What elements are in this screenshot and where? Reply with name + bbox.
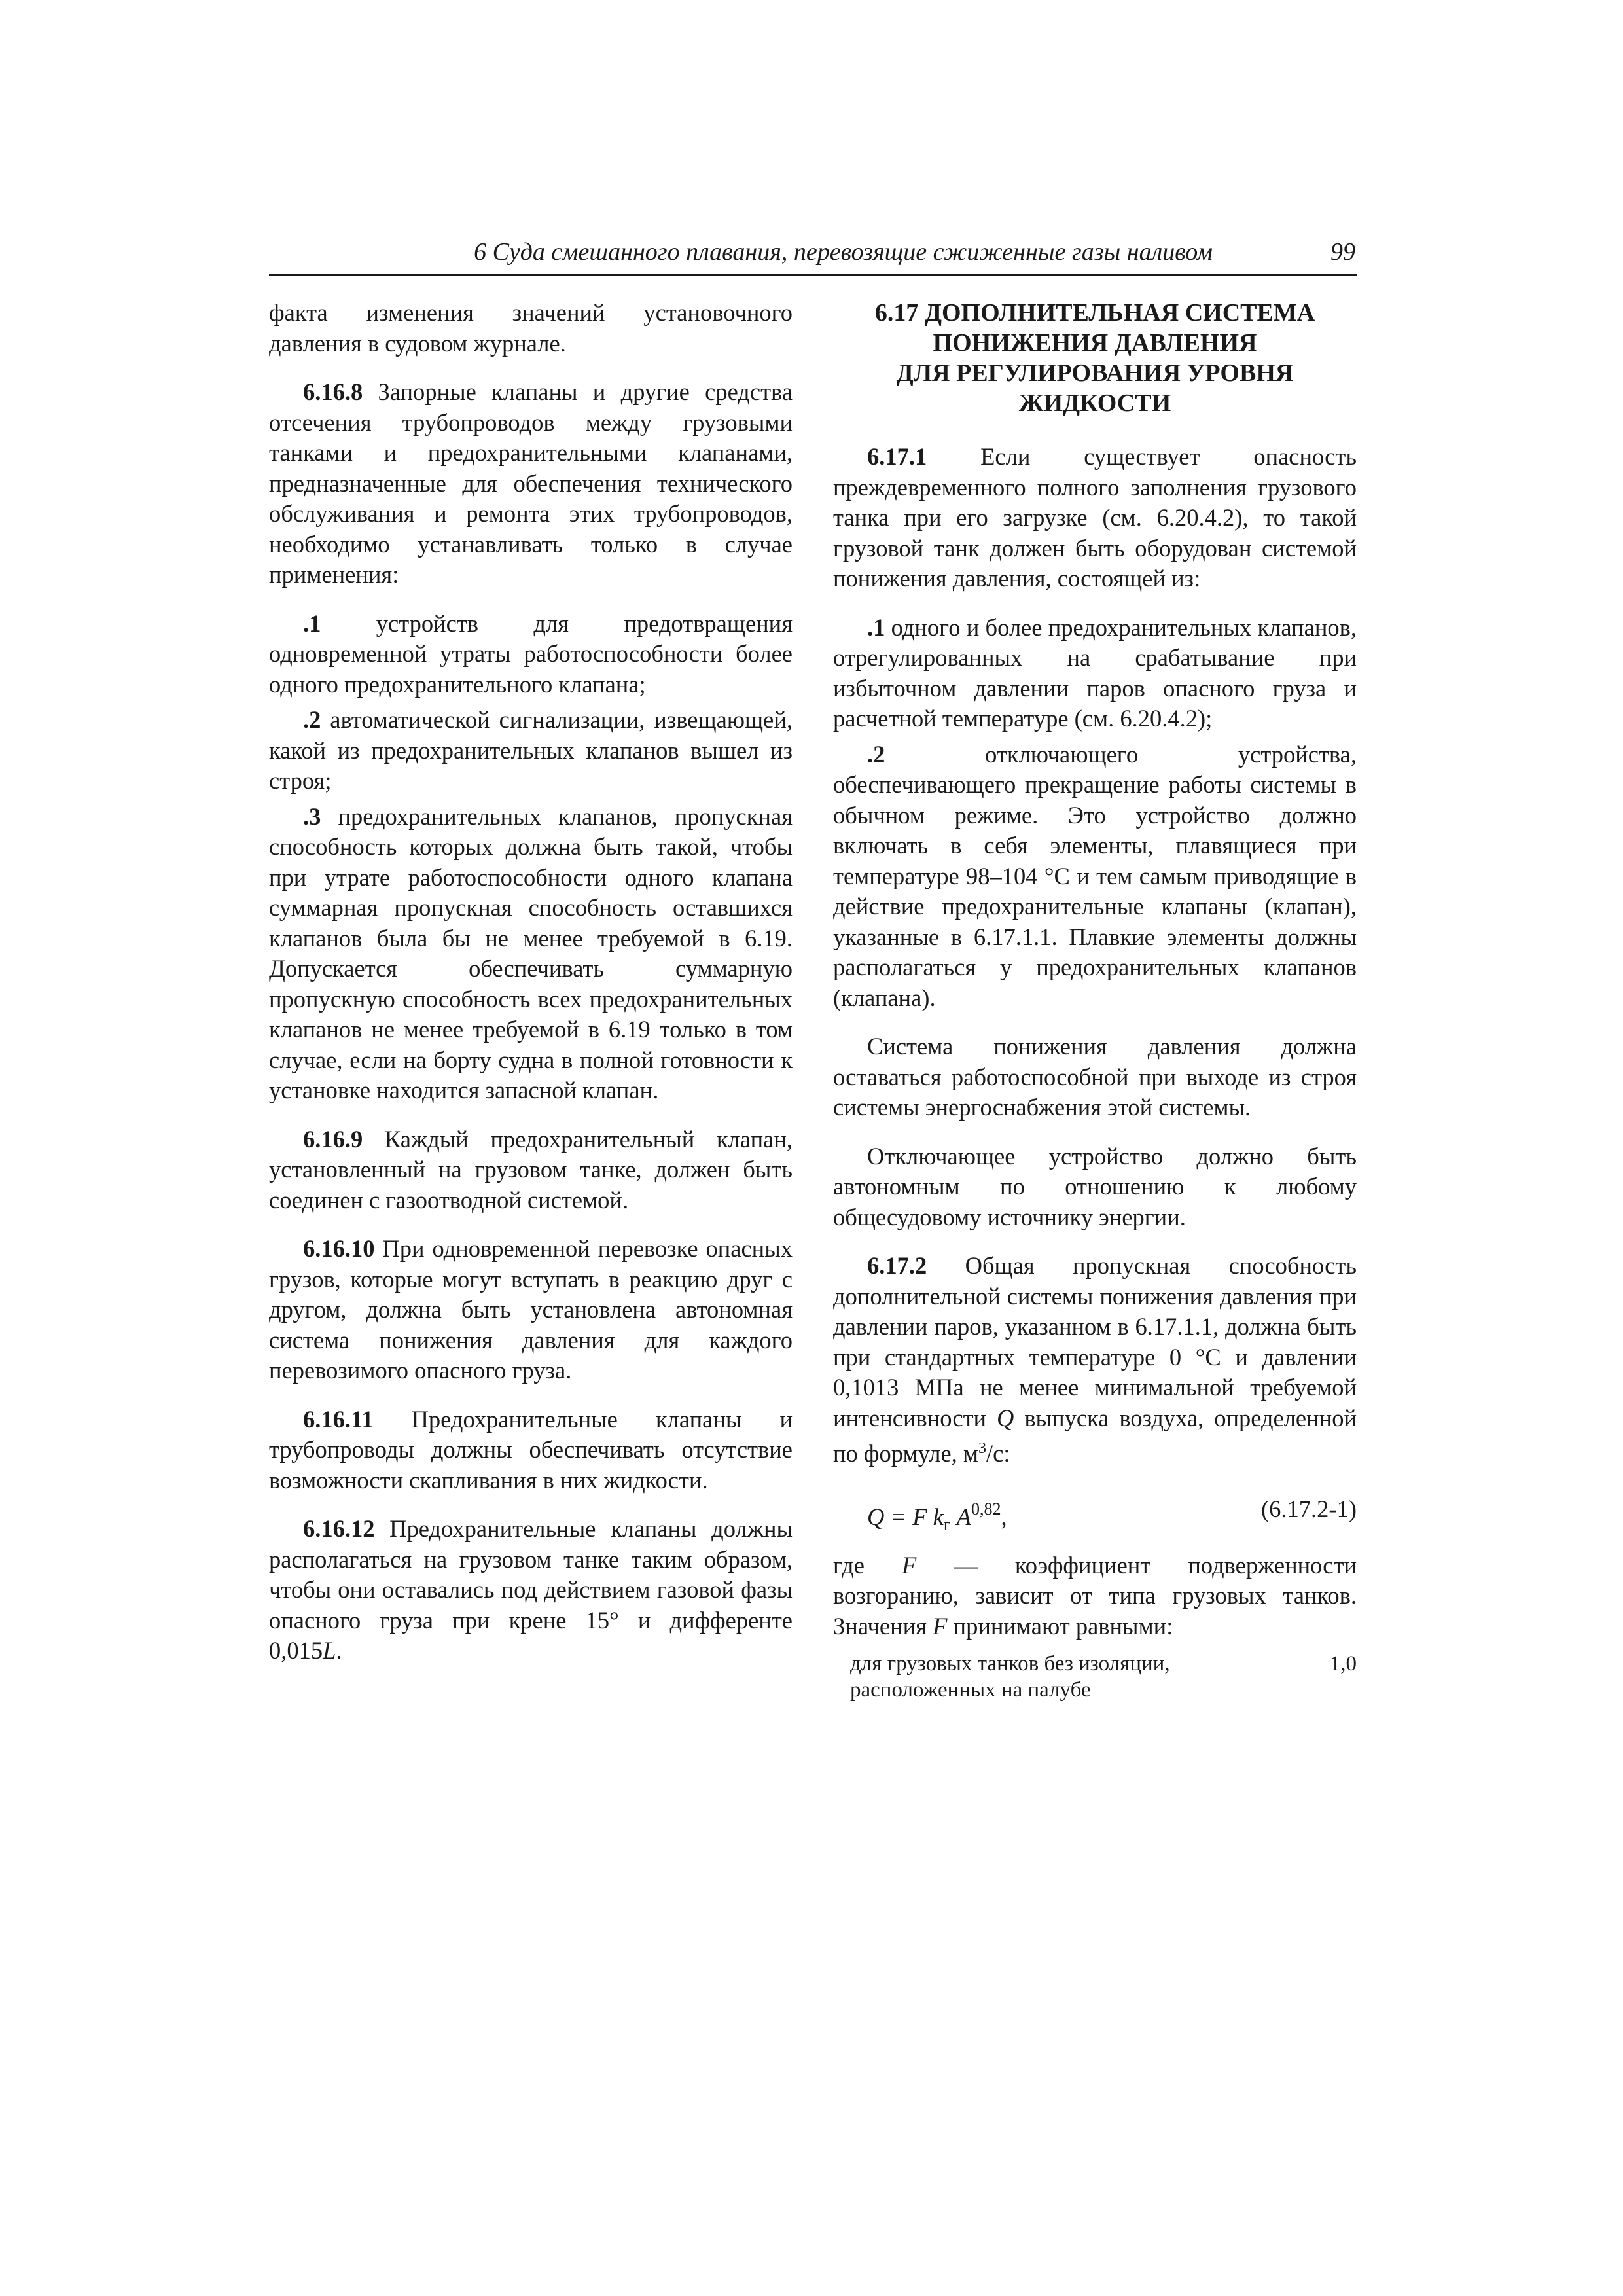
list-item-3: .3 предохранительных клапанов, пропускная способность которых должна быть такой, чтобы при утрате работоспособности одного клапана суммарная пропускная способность оставшихся клапанов была бы не менее требуемой в 6.19. Допускается обеспечивать суммарную пропускную способность всех предохранительных клапанов не менее требуемой в 6.19 только в том случае, если на борту судна в полной готовности к установке находится запасной клапан. [269, 802, 793, 1103]
formula-6-17-2-1 [833, 1488, 1357, 1534]
list-item-1: .1 устройств для предотвращения одновременной утраты работоспособности более одного предохранительного клапана; [269, 609, 793, 698]
paragraph-6-17-1: 6.17.1 Если существует опасность преждевременного полного заполнения грузового танка при его загрузке (см. 6.20.4.2), то такой грузовой танк должен быть оборудован системой понижения давления, состоящей из: [833, 443, 1357, 592]
paragraph-6-16-9: 6.16.9 Каждый предохранительный клапан, установленный на грузовом танке, должен быть соединен с газоотводной системой. [269, 1125, 793, 1213]
list-item-2: .2 автоматической сигнализации, извещающей, какой из предохранительных клапанов вышел из строя; [269, 706, 793, 794]
list-item-1: .1 одного и более предохранительных клапанов, отрегулированных на срабатывание при избыточном давлении паров опасного груза и расчетной температуре (см. 6.20.4.2); [833, 613, 1357, 732]
paragraph: Система понижения давления должна оставаться работоспособной при выходе из строя системы энергоснабжения этой системы. [833, 1033, 1357, 1121]
running-header-title: 6 Суда смешанного плавания, перевозящие сжиженные газы наливом [474, 238, 1213, 266]
page-number: 99 [1330, 238, 1355, 266]
section-heading: 6.17 ДОПОЛНИТЕЛЬНАЯ СИСТЕМА ПОНИЖЕНИЯ ДАВЛЕНИЯ ДЛЯ РЕГУЛИРОВАНИЯ УРОВНЯ ЖИДКОСТИ [874, 299, 1315, 417]
paragraph-6-17-2: 6.17.2 Общая пропускная способность дополнительной системы понижения давления при давлении паров, указанном в 6.17.1.1, должна быть при стандартных температуре 0 °С и давлении 0,1013 МПа не менее минимальной требуемой интенсивности Q выпуска воздуха, определенной по формуле, $м^3/с$: [833, 1252, 1357, 1467]
paragraph-6-16-11: 6.16.11 Предохранительные клапаны и трубопроводы должны обеспечивать отсутствие возможности скапливания в них жидкости. [269, 1405, 793, 1494]
list-item-2: .2 отключающего устройства, обеспечивающего прекращение работы системы в обычном режиме. Это устройство должно включать в себя элементы, плавящиеся при температуре 98–104 °С и тем самым приводящие в действие предохранительные клапаны (клапан), указанные в 6.17.1.1. Плавкие элементы должны располагаться у предохранительных клапанов (клапана). [833, 740, 1357, 1011]
paragraph: факта изменения значений установочного давления в судовом журнале. [269, 299, 793, 357]
paragraph-6-16-12: 6.16.12 Предохранительные клапаны должны располагаться на грузовом танке таким образом, чтобы они оставались под действием газовой фазы опасного груза при крене 15° и дифференте 0,015L. [269, 1515, 793, 1664]
formula-number: (6.17.2-1) [1261, 1495, 1357, 1522]
paragraph-6-16-8: 6.16.8 Запорные клапаны и другие средства отсечения трубопроводов между грузовыми танками и предохранительными клапанами, предназначенные для обеспечения технического обслуживания и ремонта этих трубопроводов, необходимо устанавливать только в случае применения: [269, 378, 793, 588]
formula-expression: Q = F $k_г$ A$^{0,82}$, [867, 1499, 1007, 1534]
right-column [833, 298, 1357, 1703]
paragraph: где F — коэффициент подверженности возгоранию, зависит от типа грузовых танков. Значения F принимают равными: [833, 1551, 1357, 1640]
left-column [269, 298, 793, 1685]
paragraph-6-16-10: 6.16.10 При одновременной перевозке опасных грузов, которые могут вступать в реакцию друг с другом, должна быть установлена автономная система понижения давления для каждого перевозимого опасного груза. [269, 1235, 793, 1384]
paragraph: Отключающее устройство должно быть автономным по отношению к любому общесудовому источнику энергии. [833, 1142, 1357, 1230]
coefficient-row [833, 1651, 1357, 1703]
coefficient-value: 1,0 [1329, 1652, 1357, 1676]
coefficient-description: для грузовых танков без изоляции, расположенных на палубе [850, 1652, 1170, 1702]
running-header [269, 237, 1357, 276]
